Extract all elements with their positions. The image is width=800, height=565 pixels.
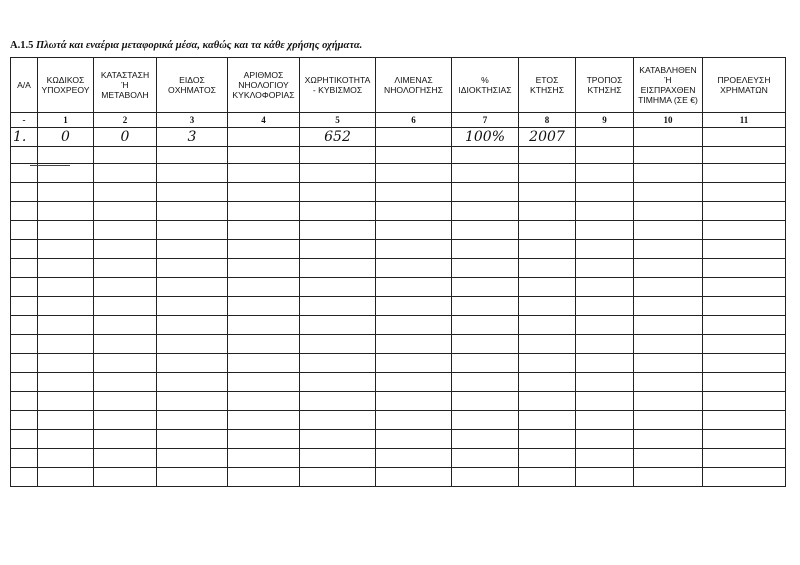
table-cell[interactable] xyxy=(228,392,300,411)
table-cell[interactable] xyxy=(94,183,157,202)
table-cell[interactable] xyxy=(634,411,703,430)
table-cell[interactable] xyxy=(228,278,300,297)
table-cell[interactable] xyxy=(157,335,228,354)
table-cell[interactable] xyxy=(11,202,38,221)
table-cell[interactable] xyxy=(94,278,157,297)
table-cell[interactable] xyxy=(376,335,452,354)
table-cell[interactable] xyxy=(452,221,519,240)
table-cell[interactable] xyxy=(11,411,38,430)
table-cell[interactable]: 652 xyxy=(300,128,376,147)
table-cell[interactable] xyxy=(376,468,452,487)
table-cell[interactable] xyxy=(376,259,452,278)
table-cell[interactable] xyxy=(634,240,703,259)
table-cell[interactable] xyxy=(703,164,786,183)
table-cell[interactable] xyxy=(11,297,38,316)
table-cell[interactable] xyxy=(94,468,157,487)
table-cell[interactable] xyxy=(300,411,376,430)
table-row xyxy=(11,128,786,147)
table-cell[interactable] xyxy=(576,278,634,297)
table-cell[interactable] xyxy=(157,449,228,468)
table-cell[interactable] xyxy=(634,449,703,468)
table-cell[interactable] xyxy=(228,147,300,164)
table-cell[interactable] xyxy=(228,449,300,468)
table-cell[interactable] xyxy=(634,316,703,335)
table-cell[interactable] xyxy=(519,430,576,449)
table-row xyxy=(11,147,786,164)
table-cell[interactable] xyxy=(11,392,38,411)
table-cell[interactable] xyxy=(519,202,576,221)
column-header xyxy=(38,58,94,113)
table-cell[interactable] xyxy=(376,373,452,392)
table-cell[interactable] xyxy=(94,449,157,468)
table-cell[interactable] xyxy=(519,164,576,183)
table-cell[interactable] xyxy=(576,449,634,468)
table-cell[interactable] xyxy=(376,183,452,202)
table-cell[interactable] xyxy=(157,221,228,240)
column-header xyxy=(157,58,228,113)
table-cell[interactable] xyxy=(703,202,786,221)
column-header-label: ΕΤΟΣ ΚΤΗΣΗΣ xyxy=(529,75,565,95)
table-cell[interactable] xyxy=(300,240,376,259)
table-cell[interactable] xyxy=(38,202,94,221)
column-number: 2 xyxy=(94,113,157,128)
table-row xyxy=(11,164,786,183)
handwritten-dash xyxy=(30,165,70,166)
table-cell[interactable] xyxy=(11,164,38,183)
table-cell[interactable] xyxy=(452,430,519,449)
table-cell[interactable] xyxy=(576,164,634,183)
table-cell[interactable] xyxy=(452,297,519,316)
table-cell[interactable] xyxy=(634,221,703,240)
table-cell[interactable] xyxy=(703,392,786,411)
column-header-label: Α/Α xyxy=(17,80,31,90)
table-cell[interactable] xyxy=(94,297,157,316)
section-title xyxy=(10,40,362,51)
table-cell[interactable] xyxy=(376,278,452,297)
table-cell[interactable] xyxy=(376,128,452,147)
table-cell[interactable] xyxy=(228,297,300,316)
table-cell[interactable] xyxy=(157,468,228,487)
table-row xyxy=(11,202,786,221)
table-cell[interactable] xyxy=(94,316,157,335)
table-cell[interactable] xyxy=(634,147,703,164)
table-cell[interactable] xyxy=(11,354,38,373)
table-cell[interactable] xyxy=(634,278,703,297)
table-row xyxy=(11,221,786,240)
table-cell[interactable] xyxy=(452,202,519,221)
table-cell[interactable] xyxy=(11,183,38,202)
table-cell[interactable] xyxy=(703,297,786,316)
table-cell[interactable] xyxy=(157,183,228,202)
table-cell[interactable] xyxy=(157,430,228,449)
table-cell[interactable] xyxy=(94,354,157,373)
table-cell[interactable] xyxy=(38,392,94,411)
table-cell[interactable] xyxy=(38,147,94,164)
table-cell[interactable] xyxy=(300,183,376,202)
table-cell[interactable] xyxy=(519,278,576,297)
table-cell[interactable] xyxy=(11,449,38,468)
table-cell[interactable] xyxy=(228,202,300,221)
table-cell[interactable] xyxy=(519,221,576,240)
table-cell[interactable] xyxy=(94,335,157,354)
table-cell[interactable] xyxy=(38,183,94,202)
table-cell[interactable] xyxy=(519,316,576,335)
table-cell[interactable] xyxy=(300,221,376,240)
table-cell[interactable] xyxy=(576,128,634,147)
table-row xyxy=(11,354,786,373)
table-cell[interactable] xyxy=(703,468,786,487)
table-cell[interactable] xyxy=(452,373,519,392)
table-cell[interactable] xyxy=(11,373,38,392)
table-cell[interactable] xyxy=(703,259,786,278)
table-cell[interactable] xyxy=(703,278,786,297)
table-cell[interactable] xyxy=(376,202,452,221)
table-cell[interactable] xyxy=(376,449,452,468)
table-cell[interactable] xyxy=(94,411,157,430)
header-row xyxy=(11,58,786,113)
column-header-label: ΚΑΤΑΣΤΑΣΗ Ή ΜΕΤΑΒΟΛΗ xyxy=(100,70,150,100)
table-cell[interactable] xyxy=(519,259,576,278)
table-cell[interactable] xyxy=(157,373,228,392)
table-cell[interactable] xyxy=(228,221,300,240)
table-cell[interactable] xyxy=(634,335,703,354)
table-cell[interactable] xyxy=(634,354,703,373)
table-cell[interactable] xyxy=(94,259,157,278)
column-header-label: % ΙΔΙΟΚΤΗΣΙΑΣ xyxy=(458,75,512,95)
table-cell[interactable] xyxy=(228,335,300,354)
column-number: 4 xyxy=(228,113,300,128)
table-cell[interactable] xyxy=(38,297,94,316)
column-header xyxy=(452,58,519,113)
column-header xyxy=(228,58,300,113)
table-cell[interactable] xyxy=(576,468,634,487)
table-cell[interactable] xyxy=(38,221,94,240)
table-cell[interactable] xyxy=(376,354,452,373)
table-row xyxy=(11,335,786,354)
table-cell[interactable] xyxy=(703,147,786,164)
table-cell[interactable] xyxy=(94,430,157,449)
column-header xyxy=(11,58,38,113)
table-cell[interactable] xyxy=(300,468,376,487)
table-cell[interactable] xyxy=(228,430,300,449)
table-cell[interactable] xyxy=(300,335,376,354)
table-cell[interactable] xyxy=(576,411,634,430)
column-header xyxy=(94,58,157,113)
table-cell[interactable] xyxy=(519,297,576,316)
table-cell[interactable] xyxy=(703,449,786,468)
table-cell[interactable] xyxy=(634,183,703,202)
table-cell[interactable] xyxy=(157,297,228,316)
table-cell[interactable] xyxy=(228,128,300,147)
table-cell[interactable] xyxy=(519,183,576,202)
table-cell[interactable] xyxy=(11,240,38,259)
table-cell[interactable] xyxy=(703,373,786,392)
table-cell[interactable] xyxy=(228,354,300,373)
table-cell[interactable] xyxy=(11,335,38,354)
column-number: 9 xyxy=(576,113,634,128)
column-number: 11 xyxy=(703,113,786,128)
column-header-label: ΑΡΙΘΜΟΣ ΝΗΟΛΟΓΙΟΥ ΚΥΚΛΟΦΟΡΙΑΣ xyxy=(232,70,295,100)
table-cell[interactable] xyxy=(376,430,452,449)
column-number: 1 xyxy=(38,113,94,128)
column-number: 3 xyxy=(157,113,228,128)
column-number-row xyxy=(11,113,786,128)
table-cell[interactable] xyxy=(634,373,703,392)
column-header-label: ΧΩΡΗΤΙΚΟΤΗΤΑ - ΚΥΒΙΣΜΟΣ xyxy=(304,75,371,95)
table-cell[interactable] xyxy=(452,183,519,202)
table-cell[interactable] xyxy=(452,316,519,335)
table-cell[interactable] xyxy=(376,392,452,411)
table-row xyxy=(11,183,786,202)
table-cell[interactable] xyxy=(376,316,452,335)
column-header xyxy=(634,58,703,113)
table-cell[interactable] xyxy=(157,411,228,430)
table-cell[interactable] xyxy=(11,147,38,164)
table-cell[interactable] xyxy=(11,430,38,449)
table-cell[interactable] xyxy=(94,202,157,221)
table-cell[interactable] xyxy=(452,392,519,411)
table-cell[interactable] xyxy=(376,411,452,430)
table-cell[interactable] xyxy=(11,468,38,487)
table-cell[interactable] xyxy=(228,183,300,202)
table-row xyxy=(11,259,786,278)
section-number: A.1.5 xyxy=(10,40,34,51)
table-cell[interactable] xyxy=(576,147,634,164)
table-cell[interactable] xyxy=(38,259,94,278)
table-cell[interactable] xyxy=(703,240,786,259)
table-row xyxy=(11,278,786,297)
table-cell[interactable] xyxy=(300,147,376,164)
table-cell[interactable] xyxy=(94,164,157,183)
table-cell[interactable] xyxy=(519,240,576,259)
table-cell[interactable] xyxy=(519,449,576,468)
table-cell[interactable] xyxy=(452,259,519,278)
table-cell[interactable] xyxy=(576,240,634,259)
table-cell[interactable] xyxy=(11,278,38,297)
table-cell[interactable] xyxy=(634,202,703,221)
table-cell[interactable]: 1. xyxy=(11,128,38,147)
section-title-text: Πλωτά και εναέρια μεταφορικά μέσα, καθώς και τα κάθε χρήσης οχήματα. xyxy=(35,40,363,51)
table-cell[interactable] xyxy=(519,373,576,392)
table-cell[interactable] xyxy=(634,128,703,147)
table-cell[interactable] xyxy=(300,164,376,183)
table-cell[interactable] xyxy=(94,221,157,240)
column-header xyxy=(376,58,452,113)
column-number: 6 xyxy=(376,113,452,128)
table-row xyxy=(11,392,786,411)
table-cell[interactable] xyxy=(38,164,94,183)
column-number: 7 xyxy=(452,113,519,128)
table-cell[interactable] xyxy=(376,147,452,164)
table-cell[interactable] xyxy=(576,373,634,392)
table-cell[interactable] xyxy=(452,335,519,354)
table-cell[interactable] xyxy=(11,316,38,335)
table-cell[interactable] xyxy=(157,202,228,221)
table-cell[interactable] xyxy=(228,468,300,487)
table-cell[interactable] xyxy=(38,354,94,373)
table-cell[interactable] xyxy=(94,392,157,411)
table-row xyxy=(11,240,786,259)
table-cell[interactable] xyxy=(634,392,703,411)
table-cell[interactable] xyxy=(38,430,94,449)
table-cell[interactable] xyxy=(300,297,376,316)
column-header-label: ΕΙΔΟΣ ΟΧΗΜΑΤΟΣ xyxy=(168,75,216,95)
table-cell[interactable] xyxy=(300,392,376,411)
table-cell[interactable] xyxy=(452,278,519,297)
table-cell[interactable] xyxy=(94,147,157,164)
table-row xyxy=(11,449,786,468)
table-cell[interactable] xyxy=(157,354,228,373)
table-cell[interactable] xyxy=(376,240,452,259)
table-cell[interactable] xyxy=(703,335,786,354)
column-number: - xyxy=(11,113,38,128)
table-cell[interactable] xyxy=(634,430,703,449)
table-cell[interactable] xyxy=(576,202,634,221)
table-cell[interactable] xyxy=(11,259,38,278)
table-cell[interactable] xyxy=(157,259,228,278)
table-cell[interactable] xyxy=(576,316,634,335)
table-cell[interactable] xyxy=(38,373,94,392)
table-cell[interactable] xyxy=(157,240,228,259)
table-cell[interactable] xyxy=(157,164,228,183)
table-cell[interactable] xyxy=(452,164,519,183)
table-cell[interactable] xyxy=(576,430,634,449)
table-cell[interactable] xyxy=(94,240,157,259)
table-cell[interactable] xyxy=(376,297,452,316)
table-cell[interactable] xyxy=(519,335,576,354)
column-header-label: ΤΡΟΠΟΣ ΚΤΗΣΗΣ xyxy=(586,75,623,95)
table-row xyxy=(11,316,786,335)
table-cell[interactable]: 0 xyxy=(38,128,94,147)
table-cell[interactable] xyxy=(228,411,300,430)
table-cell[interactable] xyxy=(38,278,94,297)
table-cell[interactable] xyxy=(452,449,519,468)
table-cell[interactable] xyxy=(376,164,452,183)
table-cell[interactable] xyxy=(452,468,519,487)
table-cell[interactable] xyxy=(228,259,300,278)
table-cell[interactable] xyxy=(576,297,634,316)
table-cell[interactable] xyxy=(576,392,634,411)
table-cell[interactable] xyxy=(11,221,38,240)
table-cell[interactable] xyxy=(634,297,703,316)
table-cell[interactable] xyxy=(634,164,703,183)
table-cell[interactable] xyxy=(38,449,94,468)
table-cell[interactable] xyxy=(38,411,94,430)
table-cell[interactable]: 0 xyxy=(94,128,157,147)
column-number: 10 xyxy=(634,113,703,128)
table-cell[interactable] xyxy=(452,147,519,164)
table-cell[interactable] xyxy=(157,147,228,164)
table-cell[interactable] xyxy=(157,316,228,335)
column-header-label: ΛΙΜΕΝΑΣ ΝΗΟΛΟΓΗΣΗΣ xyxy=(384,75,443,95)
table-cell[interactable]: 100% xyxy=(452,128,519,147)
table-cell[interactable] xyxy=(452,240,519,259)
table-row xyxy=(11,468,786,487)
assets-table xyxy=(10,57,786,487)
table-cell[interactable] xyxy=(576,354,634,373)
table-cell[interactable] xyxy=(94,373,157,392)
table-cell[interactable]: 2007 xyxy=(519,128,576,147)
table-cell[interactable] xyxy=(634,468,703,487)
column-header xyxy=(703,58,786,113)
table-cell[interactable] xyxy=(519,147,576,164)
table-cell[interactable] xyxy=(157,278,228,297)
table-cell[interactable] xyxy=(38,316,94,335)
table-cell[interactable] xyxy=(703,221,786,240)
table-row xyxy=(11,373,786,392)
table-cell[interactable]: 3 xyxy=(157,128,228,147)
column-header-label: ΠΡΟΕΛΕΥΣΗ ΧΡΗΜΑΤΩΝ xyxy=(717,75,771,95)
table-cell[interactable] xyxy=(228,373,300,392)
table-cell[interactable] xyxy=(38,468,94,487)
column-header xyxy=(300,58,376,113)
table-cell[interactable] xyxy=(300,430,376,449)
column-header xyxy=(576,58,634,113)
column-header xyxy=(519,58,576,113)
table-cell[interactable] xyxy=(300,316,376,335)
table-cell[interactable] xyxy=(703,128,786,147)
column-number: 5 xyxy=(300,113,376,128)
table-cell[interactable] xyxy=(703,316,786,335)
table-cell[interactable] xyxy=(38,335,94,354)
table-cell[interactable] xyxy=(228,164,300,183)
table-cell[interactable] xyxy=(300,373,376,392)
table-cell[interactable] xyxy=(376,221,452,240)
table-row xyxy=(11,430,786,449)
table-cell[interactable] xyxy=(576,259,634,278)
table-cell[interactable] xyxy=(300,202,376,221)
table-cell[interactable] xyxy=(157,392,228,411)
column-number: 8 xyxy=(519,113,576,128)
table-cell[interactable] xyxy=(300,278,376,297)
table-cell[interactable] xyxy=(703,411,786,430)
table-cell[interactable] xyxy=(703,354,786,373)
table-cell[interactable] xyxy=(576,335,634,354)
table-cell[interactable] xyxy=(452,354,519,373)
table-cell[interactable] xyxy=(576,221,634,240)
table-row xyxy=(11,297,786,316)
table-cell[interactable] xyxy=(228,316,300,335)
table-cell[interactable] xyxy=(576,183,634,202)
table-cell[interactable] xyxy=(703,183,786,202)
table-cell[interactable] xyxy=(228,240,300,259)
table-cell[interactable] xyxy=(300,259,376,278)
table-cell[interactable] xyxy=(300,354,376,373)
table-cell[interactable] xyxy=(634,259,703,278)
table-cell[interactable] xyxy=(703,430,786,449)
table-cell[interactable] xyxy=(452,411,519,430)
table-cell[interactable] xyxy=(519,392,576,411)
column-header-label: ΚΑΤΑΒΛΗΘΕΝ Ή ΕΙΣΠΡΑΧΘΕΝ ΤΙΜΗΜΑ (ΣΕ €) xyxy=(638,65,698,105)
table-row xyxy=(11,411,786,430)
column-header-label: ΚΩΔΙΚΟΣ ΥΠΟΧΡΕΟΥ xyxy=(41,75,90,95)
table-cell[interactable] xyxy=(519,411,576,430)
table-cell[interactable] xyxy=(519,354,576,373)
table-cell[interactable] xyxy=(38,240,94,259)
table-cell[interactable] xyxy=(519,468,576,487)
table-cell[interactable] xyxy=(300,449,376,468)
